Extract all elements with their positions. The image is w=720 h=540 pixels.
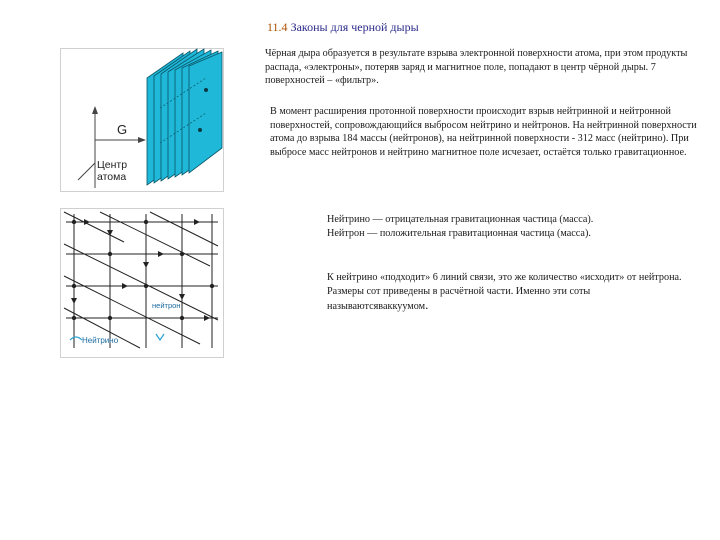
paragraph-black-hole-formation: Чёрная дыра образуется в результате взрыва электронной поверхности атома, при этом продукты распада, «электроны», потеряв заряд и магнитное поле, попадают в центр чёрной дыры. 7 поверхностей – «фильтр». (265, 48, 688, 86)
neutron-label: нейтрон (152, 301, 181, 310)
center-label-line2: атома (97, 171, 127, 183)
black-hole-plates-figure (60, 48, 224, 192)
neutrino-definition: Нейтрино — отрицательная гравитационная частица (масса). (327, 214, 594, 225)
title-number: 11.4 (267, 20, 288, 34)
neutron-definition: Нейтрон — положительная гравитационная частица (масса). (327, 227, 591, 239)
paragraph-vacuum-cells (327, 271, 687, 314)
paragraph-surface-explosion: В момент расширения протонной поверхности происходит взрыв нейтринной и нейтронной поверхностей, сопровождающийся выбросом нейтрино и нейтронов. На нейтринной поверхности атома до взрыва 184 массы (нейтронов), на нейтринной поверхности - 312 масс (нейтрино). При выбросе масс нейтронов и нейтрино магнитное поле исчезает, остаётся только гравитационное. (270, 106, 697, 158)
vacuum-cells-period: . (425, 297, 429, 312)
neutrino-label: Нейтрино (82, 336, 119, 345)
title-text: Законы для черной дыры (290, 20, 419, 34)
vacuum-lattice-figure (60, 208, 224, 358)
page-title (267, 20, 419, 35)
vacuum-cells-text: К нейтрино «подходит» 6 линий связи, это же количество «исходит» от нейтрона. Размеры сот приведены в расчётной части. Именно эти соты называютсяваккуумом (327, 272, 682, 312)
paragraph-particle-definitions (327, 213, 687, 240)
center-label-line1: Центр (97, 159, 128, 171)
g-label: G (117, 122, 128, 137)
